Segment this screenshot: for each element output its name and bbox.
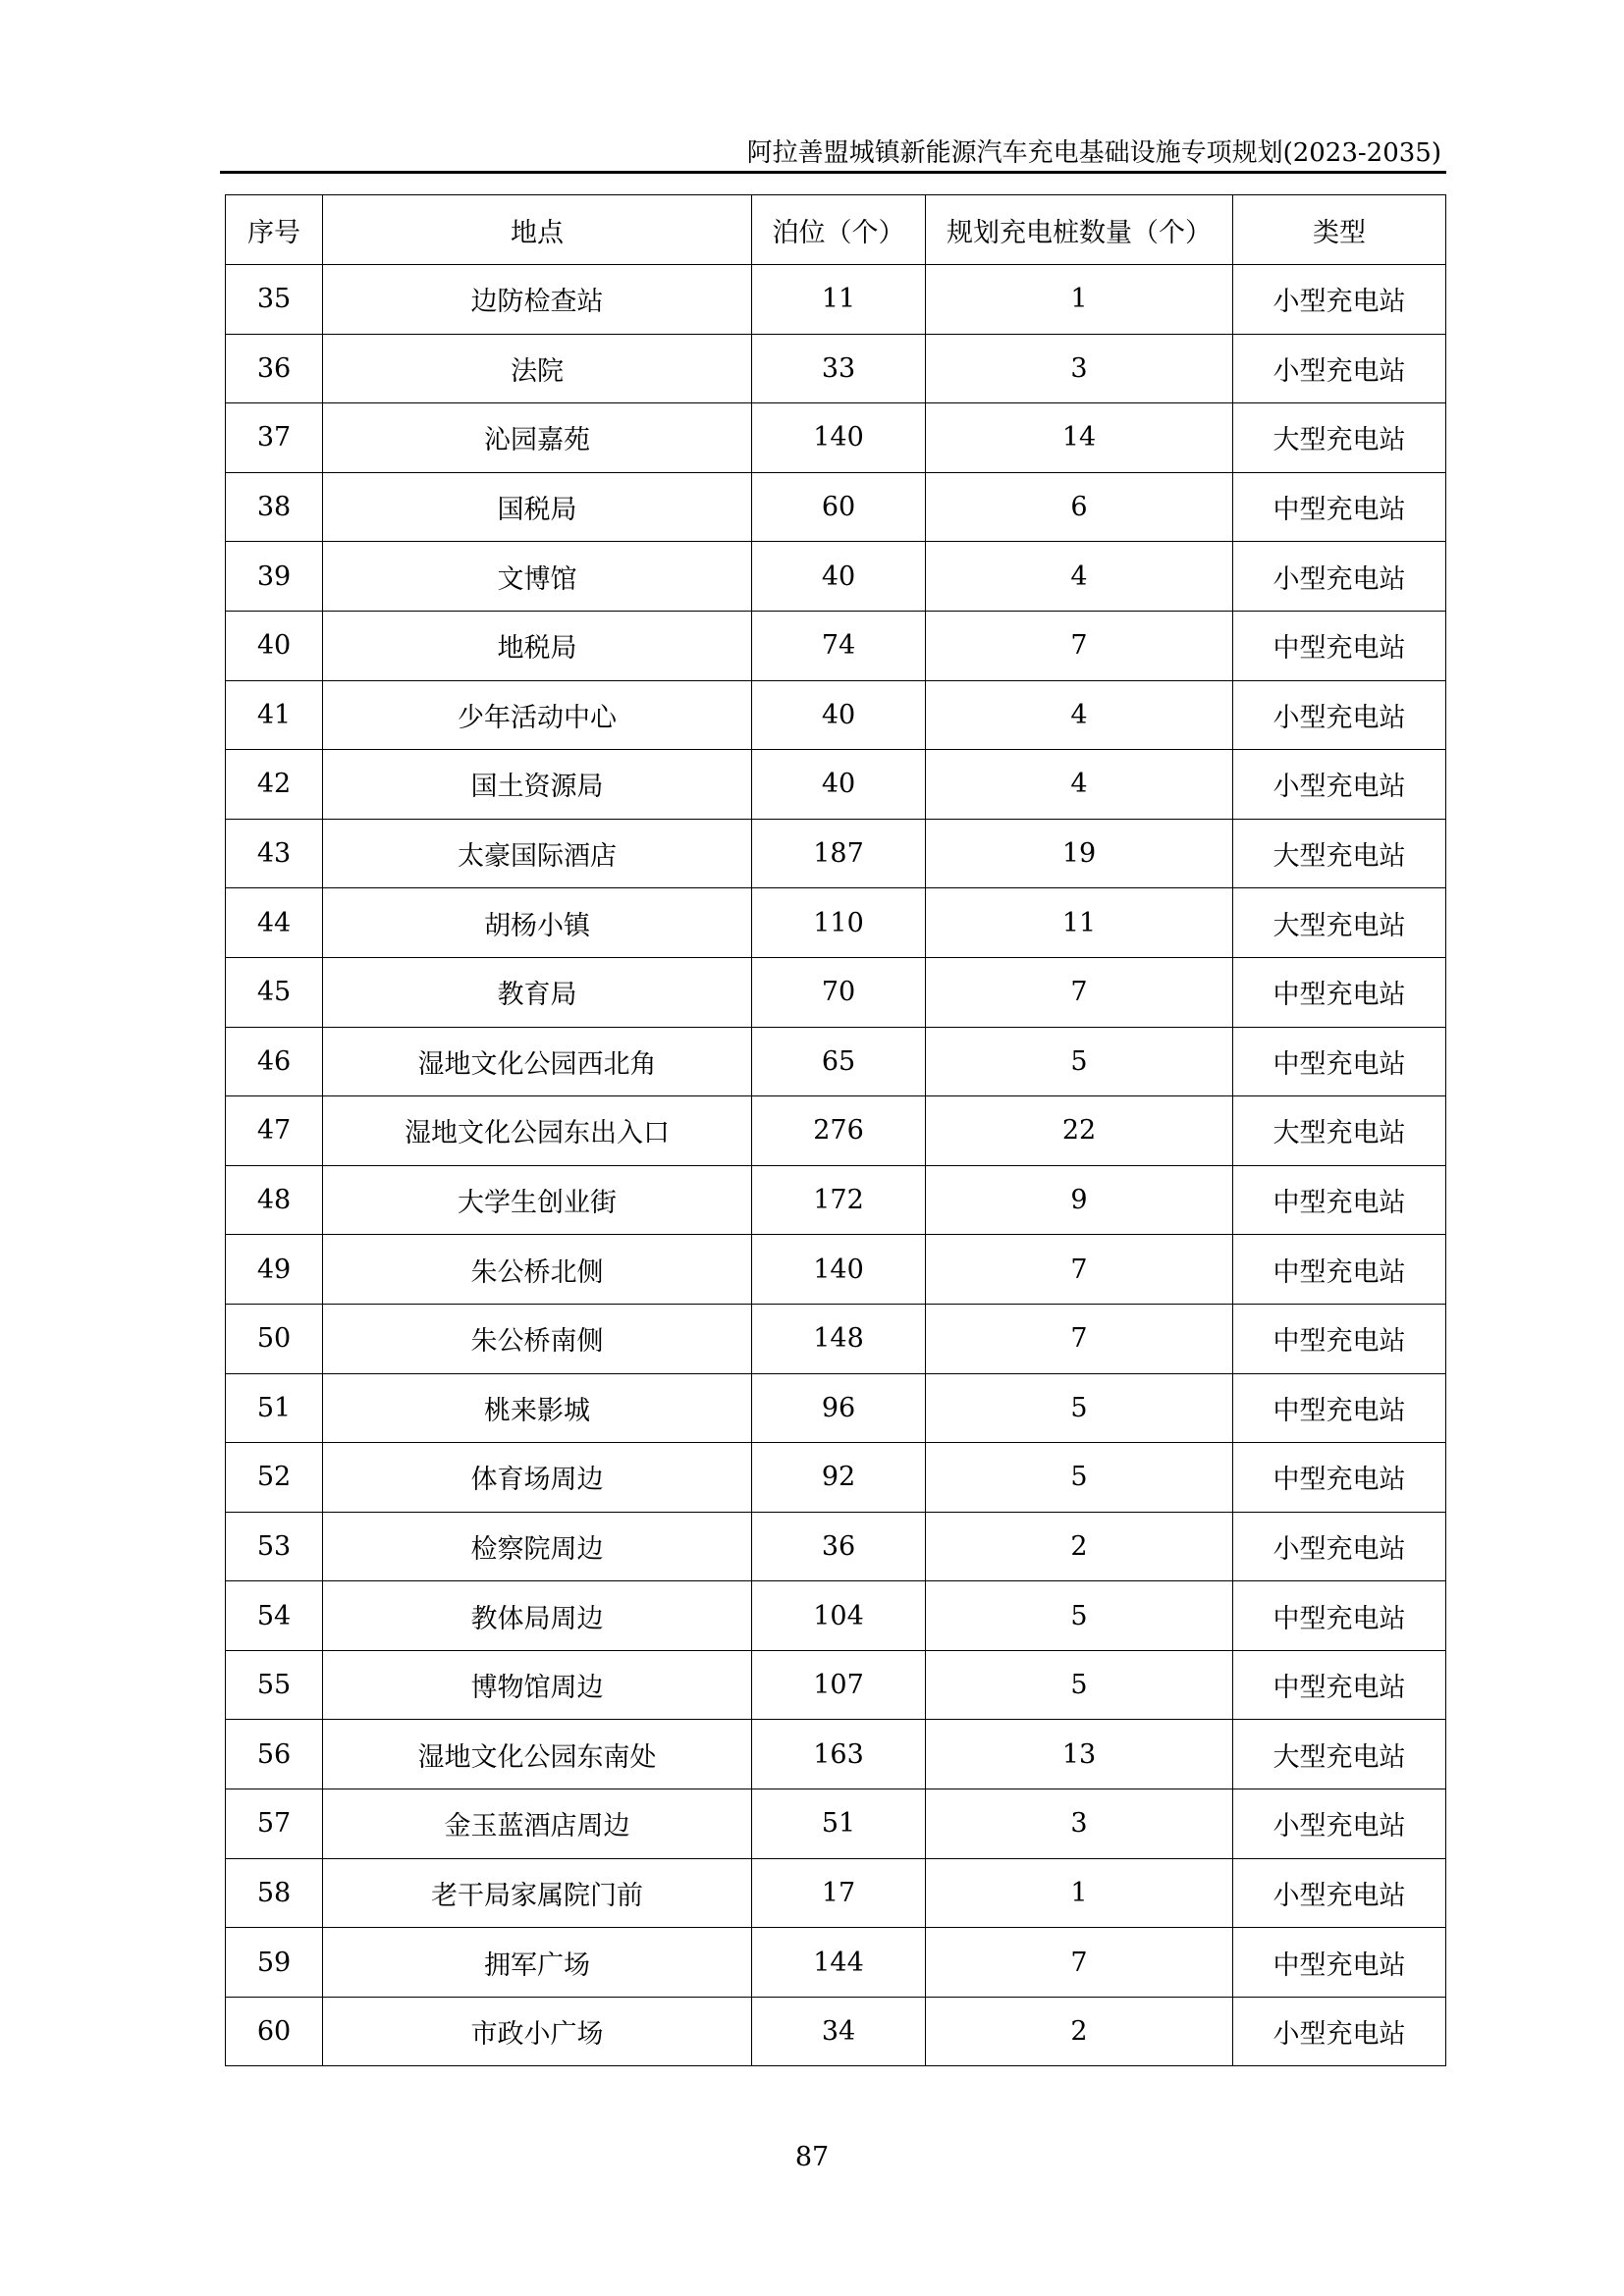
cell-index: 56 [226,1720,323,1789]
cell-index: 54 [226,1581,323,1651]
cell-berths: 65 [752,1027,926,1096]
cell-berths: 40 [752,542,926,612]
cell-berths: 60 [752,472,926,542]
cell-index: 46 [226,1027,323,1096]
table-row [226,542,1446,612]
cell-location: 湿地文化公园东出入口 [323,1096,752,1166]
cell-location: 文博馆 [323,542,752,612]
cell-type: 小型充电站 [1233,680,1446,750]
cell-location: 金玉蓝酒店周边 [323,1789,752,1859]
cell-planned-chargers: 13 [926,1720,1233,1789]
cell-index: 49 [226,1235,323,1305]
cell-planned-chargers: 5 [926,1443,1233,1513]
table-row [226,1997,1446,2066]
cell-index: 47 [226,1096,323,1166]
table-row [226,1858,1446,1928]
cell-type: 小型充电站 [1233,1858,1446,1928]
cell-planned-chargers: 6 [926,472,1233,542]
charging-station-table [225,194,1446,2066]
cell-berths: 51 [752,1789,926,1859]
cell-berths: 34 [752,1997,926,2066]
table-row [226,265,1446,335]
cell-planned-chargers: 1 [926,265,1233,335]
cell-index: 57 [226,1789,323,1859]
cell-berths: 96 [752,1373,926,1443]
page-number: 87 [794,2142,830,2172]
cell-location: 湿地文化公园西北角 [323,1027,752,1096]
cell-planned-chargers: 4 [926,680,1233,750]
cell-index: 58 [226,1858,323,1928]
cell-planned-chargers: 11 [926,888,1233,958]
cell-index: 40 [226,611,323,680]
cell-index: 35 [226,265,323,335]
table-row [226,472,1446,542]
cell-location: 太豪国际酒店 [323,819,752,888]
cell-planned-chargers: 7 [926,1235,1233,1305]
cell-planned-chargers: 4 [926,750,1233,820]
cell-berths: 92 [752,1443,926,1513]
table-row [226,1581,1446,1651]
cell-location: 少年活动中心 [323,680,752,750]
cell-location: 大学生创业街 [323,1165,752,1235]
cell-type: 中型充电站 [1233,1304,1446,1373]
cell-planned-chargers: 5 [926,1027,1233,1096]
cell-planned-chargers: 22 [926,1096,1233,1166]
cell-type: 中型充电站 [1233,611,1446,680]
cell-planned-chargers: 2 [926,1512,1233,1581]
table-row [226,1304,1446,1373]
cell-berths: 110 [752,888,926,958]
cell-index: 59 [226,1928,323,1998]
cell-location: 国税局 [323,472,752,542]
cell-berths: 70 [752,957,926,1027]
table-row [226,888,1446,958]
cell-type: 小型充电站 [1233,1512,1446,1581]
cell-type: 中型充电站 [1233,1443,1446,1513]
cell-planned-chargers: 7 [926,1928,1233,1998]
cell-type: 大型充电站 [1233,1720,1446,1789]
cell-location: 边防检查站 [323,265,752,335]
table-row [226,403,1446,473]
column-header-planned-chargers: 规划充电桩数量（个） [926,195,1233,265]
table-row [226,1443,1446,1513]
table-header-row [226,195,1446,265]
cell-location: 检察院周边 [323,1512,752,1581]
table-row [226,1373,1446,1443]
cell-location: 老干局家属院门前 [323,1858,752,1928]
table-row [226,1650,1446,1720]
cell-planned-chargers: 5 [926,1581,1233,1651]
table-row [226,1165,1446,1235]
table-row [226,334,1446,403]
cell-type: 中型充电站 [1233,472,1446,542]
cell-berths: 107 [752,1650,926,1720]
cell-type: 大型充电站 [1233,888,1446,958]
cell-planned-chargers: 3 [926,1789,1233,1859]
cell-type: 大型充电站 [1233,1096,1446,1166]
cell-type: 小型充电站 [1233,1789,1446,1859]
column-header-berths: 泊位（个） [752,195,926,265]
cell-index: 55 [226,1650,323,1720]
cell-type: 中型充电站 [1233,1373,1446,1443]
cell-berths: 40 [752,680,926,750]
cell-location: 桃来影城 [323,1373,752,1443]
cell-berths: 140 [752,403,926,473]
cell-planned-chargers: 5 [926,1650,1233,1720]
cell-planned-chargers: 7 [926,957,1233,1027]
cell-planned-chargers: 19 [926,819,1233,888]
cell-type: 小型充电站 [1233,750,1446,820]
cell-location: 博物馆周边 [323,1650,752,1720]
table-row [226,957,1446,1027]
cell-planned-chargers: 14 [926,403,1233,473]
cell-index: 42 [226,750,323,820]
table-row [226,1789,1446,1859]
cell-berths: 74 [752,611,926,680]
cell-planned-chargers: 9 [926,1165,1233,1235]
header-rule [220,171,1446,174]
table-body [226,265,1446,2066]
cell-type: 小型充电站 [1233,334,1446,403]
running-header-title: 阿拉善盟城镇新能源汽车充电基础设施专项规划(2023-2035) [746,138,1441,168]
cell-berths: 11 [752,265,926,335]
cell-planned-chargers: 7 [926,611,1233,680]
cell-location: 朱公桥南侧 [323,1304,752,1373]
cell-location: 国土资源局 [323,750,752,820]
cell-index: 60 [226,1997,323,2066]
cell-index: 51 [226,1373,323,1443]
cell-type: 大型充电站 [1233,403,1446,473]
cell-planned-chargers: 4 [926,542,1233,612]
cell-type: 小型充电站 [1233,265,1446,335]
cell-berths: 172 [752,1165,926,1235]
cell-berths: 33 [752,334,926,403]
cell-type: 中型充电站 [1233,1165,1446,1235]
cell-berths: 276 [752,1096,926,1166]
cell-index: 36 [226,334,323,403]
cell-type: 中型充电站 [1233,1928,1446,1998]
column-header-location: 地点 [323,195,752,265]
cell-index: 45 [226,957,323,1027]
cell-type: 中型充电站 [1233,1027,1446,1096]
cell-berths: 17 [752,1858,926,1928]
cell-berths: 148 [752,1304,926,1373]
cell-index: 52 [226,1443,323,1513]
cell-planned-chargers: 1 [926,1858,1233,1928]
cell-type: 小型充电站 [1233,542,1446,612]
cell-berths: 104 [752,1581,926,1651]
cell-planned-chargers: 5 [926,1373,1233,1443]
cell-type: 小型充电站 [1233,1997,1446,2066]
cell-type: 中型充电站 [1233,1581,1446,1651]
cell-berths: 187 [752,819,926,888]
cell-location: 市政小广场 [323,1997,752,2066]
cell-index: 37 [226,403,323,473]
cell-berths: 140 [752,1235,926,1305]
table-row [226,680,1446,750]
cell-index: 43 [226,819,323,888]
cell-location: 朱公桥北侧 [323,1235,752,1305]
cell-location: 体育场周边 [323,1443,752,1513]
table-row [226,1096,1446,1166]
cell-type: 中型充电站 [1233,1650,1446,1720]
cell-location: 胡杨小镇 [323,888,752,958]
cell-location: 湿地文化公园东南处 [323,1720,752,1789]
cell-berths: 144 [752,1928,926,1998]
cell-index: 39 [226,542,323,612]
cell-index: 53 [226,1512,323,1581]
cell-index: 50 [226,1304,323,1373]
cell-location: 法院 [323,334,752,403]
cell-index: 38 [226,472,323,542]
cell-type: 大型充电站 [1233,819,1446,888]
cell-berths: 36 [752,1512,926,1581]
table-row [226,750,1446,820]
cell-location: 拥军广场 [323,1928,752,1998]
cell-location: 地税局 [323,611,752,680]
table-row [226,611,1446,680]
cell-index: 41 [226,680,323,750]
cell-index: 44 [226,888,323,958]
cell-planned-chargers: 3 [926,334,1233,403]
column-header-index: 序号 [226,195,323,265]
cell-location: 教体局周边 [323,1581,752,1651]
cell-berths: 163 [752,1720,926,1789]
cell-type: 中型充电站 [1233,957,1446,1027]
cell-planned-chargers: 2 [926,1997,1233,2066]
cell-location: 教育局 [323,957,752,1027]
table-row [226,819,1446,888]
cell-index: 48 [226,1165,323,1235]
table-row [226,1235,1446,1305]
cell-berths: 40 [752,750,926,820]
table-row [226,1027,1446,1096]
cell-planned-chargers: 7 [926,1304,1233,1373]
table-row [226,1720,1446,1789]
table-row [226,1928,1446,1998]
column-header-type: 类型 [1233,195,1446,265]
cell-type: 中型充电站 [1233,1235,1446,1305]
table-row [226,1512,1446,1581]
cell-location: 沁园嘉苑 [323,403,752,473]
